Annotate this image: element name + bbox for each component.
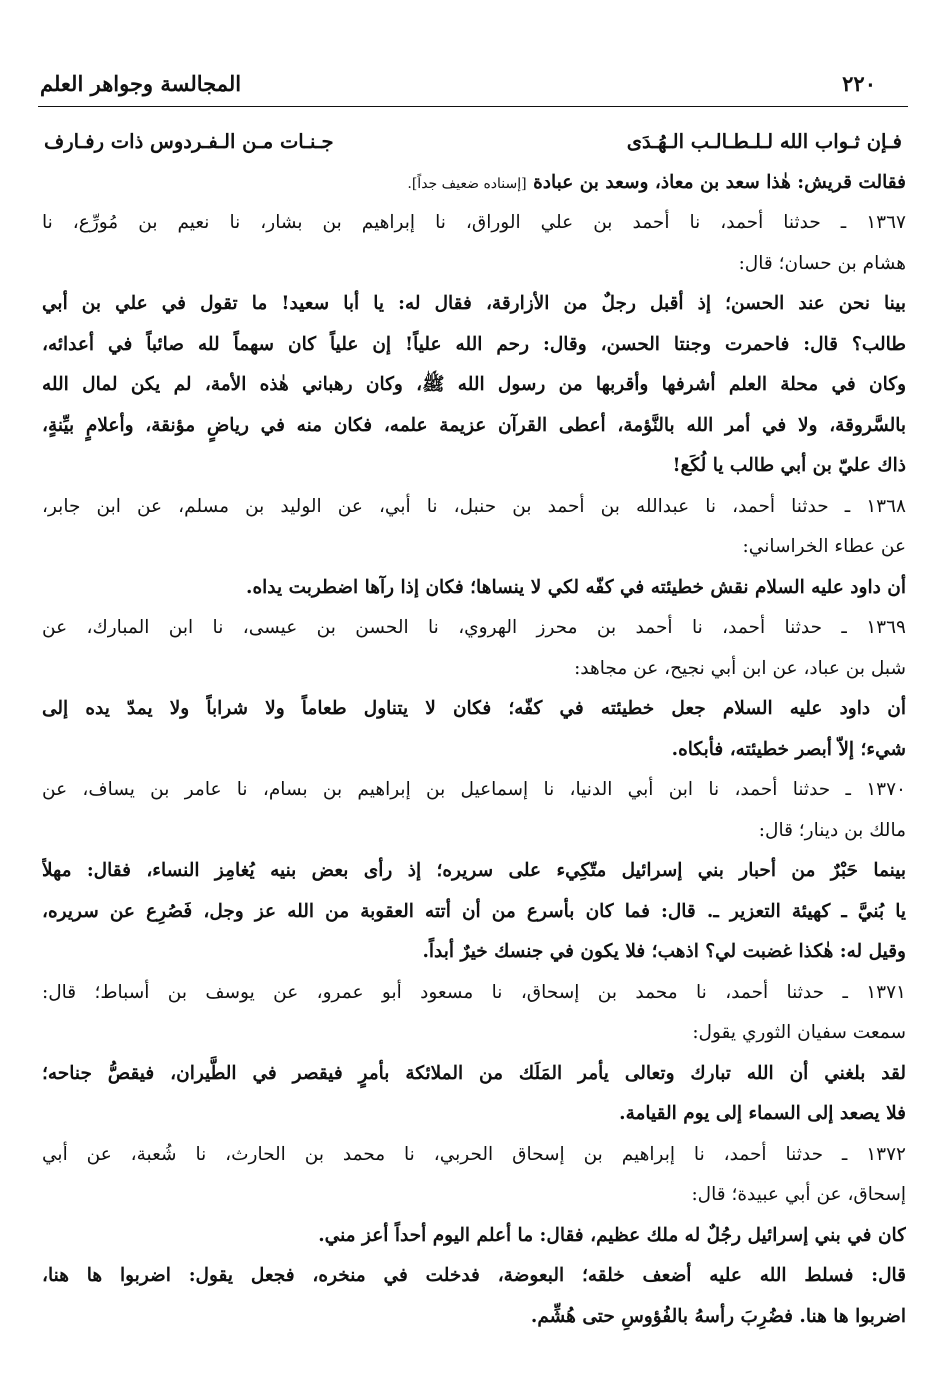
hadith-1370-text-end: وقيل له: هٰكذا غضبت لي؟ اذهب؛ فلا يكون في جنسك خيرٌ أبداً. (422, 941, 906, 962)
hadith-1372-text-end: اضربوا ها هنا. فضُرِبَ رأسهُ بالفُؤوسِ حتى هُشِّم. (530, 1305, 906, 1327)
hadith-1369-text: أن داود عليه السلام جعل خطيئته في كفّه؛ فكان لا يتناول طعاماً ولا شراباً ولا يمدّ يده إلى (42, 698, 906, 719)
hadith-1367-text: بالسَّروقة، ولا في أمر الله بالنَّؤمة، أعطى القرآن عزيمة علمه، فكان منه في رياضٍ مؤنقة، وأعلامٍ بيِّنةٍ، (42, 414, 906, 436)
hadith-1368-isnad: ١٣٦٨ ـ حدثنا أحمد، نا عبدالله بن أحمد بن حنبل، نا أبي، عن الوليد بن مسلم، عن ابن جابر، (42, 495, 906, 517)
hadith-1371-text: لقد بلغني أن الله تبارك وتعالى يأمر المَلَك من الملائكة بأمرٍ فيقصر في الطَّيران، فيقصُّ جناحه؛ (42, 1062, 906, 1084)
hadith-1369-isnad: ١٣٦٩ ـ حدثنا أحمد، نا أحمد بن محرز الهروي، نا الحسن بن عيسى، نا ابن المبارك، عن (42, 617, 906, 638)
hadith-1367-isnad-end: هشام بن حسان؛ قال: (738, 252, 906, 274)
hadith-1372-isnad-end: إسحاق، عن أبي عبيدة؛ قال: (691, 1184, 906, 1205)
page-number: ٢٢٠ (842, 70, 876, 96)
hadith-1369-isnad-end: شبل بن عباد، عن ابن أبي نجيح، عن مجاهد: (574, 657, 906, 679)
hadith-1370-text: يا بُنيَّ ـ كهيئة التعزير ـ. قال: فما كان بأسرع من أن أتته العقوبة من الله عز وجل، فَصُرِع عن سريره، (42, 900, 906, 922)
page-header (40, 66, 876, 100)
isnad-note: [إسناده ضعيف جداً]. (407, 175, 527, 192)
hadith-1369-text-end: شيء؛ إلاّ أبصر خطيئته، فأبكاه. (671, 738, 906, 760)
hadith-1367-text-end: ذاك عليّ بن أبي طالب يا لُكَع! (672, 455, 906, 476)
page-body (42, 122, 906, 1337)
hadith-1368-text: أن داود عليه السلام نقش خطيئته في كفّه لكي لا ينساها؛ فكان إذا رآها اضطربت يداه. (246, 576, 906, 598)
book-title: المجالسة وجواهر العلم (40, 70, 242, 96)
poem-hemistich-right: فـإن ثـواب الله لـلـطـالـب الـهُـدَى (626, 130, 902, 153)
hadith-1370-text: بينما حَبْرٌ من أحبار بني إسرائيل متّكِيء على سريره؛ إذ رأى بعض بنيه يُغامِز النساء، فقال: مهلاً (42, 860, 906, 881)
hadith-1367-isnad: ١٣٦٧ ـ حدثنا أحمد، نا أحمد بن علي الوراق، نا إبراهيم بن بشار، نا نعيم بن مُورِّع، نا (42, 212, 906, 233)
hadith-1372-text: كان في بني إسرائيل رجُلٌ له ملك عظيم، فقال: ما أعلم اليوم أحداً أعز مني. (318, 1224, 906, 1246)
hadith-1371-isnad-end: سمعت سفيان الثوري يقول: (692, 1022, 906, 1043)
hadith-1371-isnad: ١٣٧١ ـ حدثنا أحمد، نا محمد بن إسحاق، نا مسعود أبو عمرو، عن يوسف بن أسباط؛ قال: (42, 981, 906, 1003)
hadith-1372-text: قال: فسلط الله عليه أضعف خلقه؛ البعوضة، فدخلت في منخره، فجعل يقول: اضربوا ها هنا، (42, 1265, 906, 1286)
text-line (42, 163, 906, 204)
hadith-1367-text: وكان في محلة العلم أشرفها وأقربها من رسول الله ﷺ، وكان رهباني هٰذه الأمة، لم يكن لمال الله (42, 374, 906, 395)
poem-hemistich-left: جـنـات مـن الـفـردوس ذات رفـارف (44, 130, 334, 153)
hadith-1367-text: طالب؟ قال: فاحمرت وجنتا الحسن، وقال: رحم الله علياً! إن علياً كان سهماً لله صائباً في أعدائه، (42, 333, 906, 355)
header-divider (38, 106, 908, 107)
hadith-1368-isnad-end: عن عطاء الخراساني: (742, 536, 906, 557)
hadith-1367-text: بينا نحن عند الحسن؛ إذ أقبل رجلٌ من الأزارقة، فقال له: يا أبا سعيد! ما تقول في علي بن أبي (42, 293, 906, 314)
hadith-1372-isnad: ١٣٧٢ ـ حدثنا أحمد، نا إبراهيم بن إسحاق الحربي، نا محمد بن الحارث، نا شُعبة، عن أبي (42, 1143, 906, 1165)
poem-verse (42, 122, 906, 163)
hadith-1371-text-end: فلا يصعد إلى السماء إلى يوم القيامة. (619, 1103, 906, 1124)
hadith-1370-isnad-end: مالك بن دينار؛ قال: (758, 819, 906, 841)
quraysh-statement: فقالت قريش: هٰذا سعد بن معاذ، وسعد بن عبادة (533, 171, 906, 193)
hadith-1370-isnad: ١٣٧٠ ـ حدثنا أحمد، نا ابن أبي الدنيا، نا إسماعيل بن إبراهيم بن بسام، نا عامر بن يساف، عن (42, 779, 906, 800)
